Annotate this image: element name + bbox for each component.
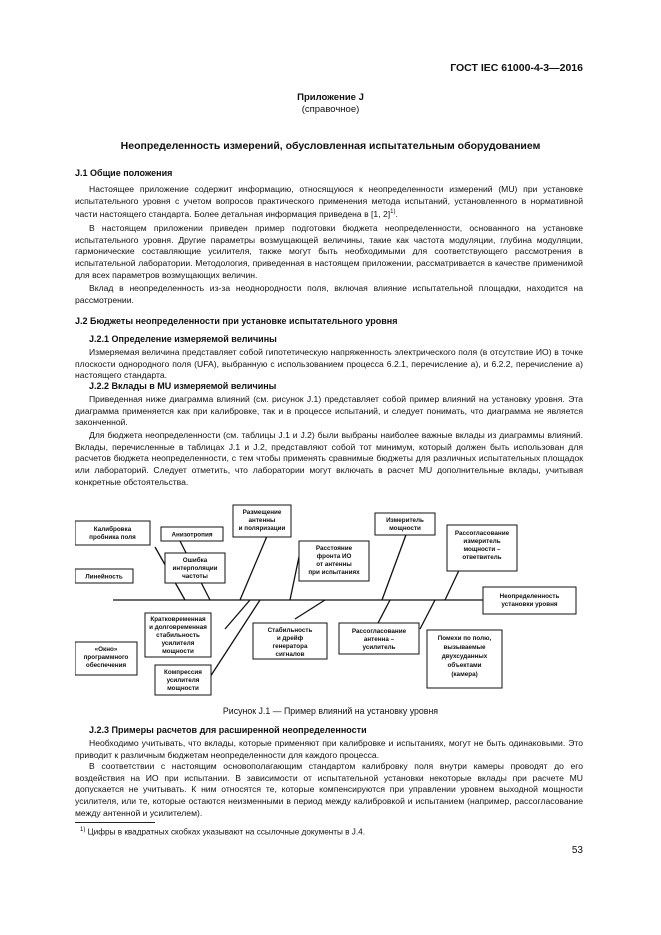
heading-j1: J.1 Общие положения xyxy=(75,168,173,178)
paragraph-j21: Измеряемая величина представляет собой гипотетическую напряженность электрического поля (в отсутствие ИО) в точке плоскости однородного поля (UFA), выбранную с использованием процесса 6.2.1, перечисление а), и 6.2.2, перечисление а) настоящего стандарта. xyxy=(75,347,583,381)
label-harmonics: Компрессия усилителя мощности xyxy=(164,669,202,692)
influence-diagram xyxy=(75,497,585,702)
label-anisotropy: Анизотропия xyxy=(171,531,213,539)
box-probe xyxy=(75,521,150,545)
label-mismatch-meter: Рассогласование измеритель мощности – ответвитель xyxy=(454,530,510,561)
main-title: Неопределенность измерений, обусловленная испытательным оборудованием xyxy=(120,140,541,152)
paragraph-j23-1: Необходимо учитывать, что вклады, которые применяют при калибровке и испытаниях, могут не быть одинаковыми. Это приводит к различным бюджетам неопределенности для каждого процесса. xyxy=(75,738,583,760)
label-result: Неопределенность установки уровня xyxy=(499,593,560,608)
paragraph-j22-1: Приведенная ниже диаграмма влияний (см. рисунок J.1) представляет собой пример влияний на установку уровня. Эта диаграмма применяется как при калибровке, так и в процессе испытаний, и следует понимать, что диаграмма не является законченной. xyxy=(75,394,583,428)
label-gen-stability: Стабильность и дрейф генератора сигналов xyxy=(267,627,313,658)
paragraph-j1-2: В настоящем приложении приведен пример подготовки бюджета неопределенности, основанного на установке испытательного уровня. Другие параметры возмущающей величины, такие как частота модуляции, глубина модуляции, гармонические составляющие усилителя, также могут быть необходимыми для соответствующего рассмотрения в испытательной лаборатории. Методология, приведенная в настоящем приложении, рассматривается в качестве применимой для всех параметров возмущающих величин. xyxy=(75,223,583,280)
footnote: $^{1)}$ Цифры в квадратных скобках указывают на ссылочные документы в J.4. xyxy=(80,827,365,837)
appendix-title: Приложение J xyxy=(297,92,364,103)
label-software: «Окно» программного обеспечения xyxy=(83,646,129,669)
paragraph-j1-1: Настоящее приложение содержит информацию, относящуюся к неопределенности измерений (MU) при установке испытательного уровня с учетом вопросов практического применения метода испытаний, установленного в нормативной части настоящего стандарта. Более детальная информация приведена в [1, 2]$^{1)}$. xyxy=(75,184,583,220)
label-interp: Ошибка интерполяции частоты xyxy=(172,557,218,580)
paragraph-j22-2: Для бюджета неопределенности (см. таблицы J.1 и J.2) были выбраны наиболее важные вклады из диаграммы влияний. Вклады, перечисленные в таблицах J.1 и J.2, представляют собой тот минимум, который должен быть использован для расчетов бюджета неопределенности, с тем чтобы применять сравнимые бюджеты для различных испытательных площадок или лабораторий. Следует отметить, что лаборатории могут включать в расчет MU дополнительные вклады, учитывая конкретные обстоятельства. xyxy=(75,430,583,487)
heading-j21: J.2.1 Определение измеряемой величины xyxy=(89,334,277,344)
label-floor: Помехи по полю, вызываемые двухсуданных объектами (камера) xyxy=(437,635,492,678)
footnote-divider xyxy=(75,822,155,823)
appendix-subtitle: (справочное) xyxy=(301,104,360,115)
heading-j22: J.2.2 Вклады в MU измеряемой величины xyxy=(89,381,277,391)
label-power-meter: Измеритель мощности xyxy=(386,517,424,532)
page-number: 53 xyxy=(571,845,583,856)
label-stability: Кратковременная и долговременная стабильность усилителя мощности xyxy=(149,616,207,655)
document-header: ГОСТ IEC 61000-4-3—2016 xyxy=(450,62,583,74)
label-mismatch-amp: Рассогласование антенна – усилитель xyxy=(351,628,407,651)
label-distance: Расстояние фронта ИО от антенны при испытаниях xyxy=(308,545,360,576)
paragraph-j1-3: Вклад в неопределенность из-за неоднородности поля, включая влияние испытательной площадки, находится на рассмотрении. xyxy=(75,283,583,305)
heading-j23: J.2.3 Примеры расчетов для расширенной неопределенности xyxy=(89,725,367,735)
label-placement: Размещение антенны и поляризации xyxy=(238,509,286,532)
paragraph-j23-2: В соответствии с настоящим основополагающим стандартом калибровку поля внутри камеры проводят до его воздействия на ИО при испытании. В зависимости от испытательной установки некоторые вклады при расчете MU допускается не учитывать. К ним относятся те, которые компенсируются при управлении уровнем выходной мощности усилителя, или те, которые остаются неизменными в период между калибровкой и испытанием (например, рассогласование между антенной и усилителем). xyxy=(75,761,583,818)
figure-caption: Рисунок J.1 — Пример влияний на установку уровня xyxy=(222,706,439,716)
label-probe: Калибровка пробника поля xyxy=(89,526,136,541)
label-linearity: Линейность xyxy=(85,573,123,581)
heading-j2: J.2 Бюджеты неопределенности при установке испытательного уровня xyxy=(75,316,398,326)
